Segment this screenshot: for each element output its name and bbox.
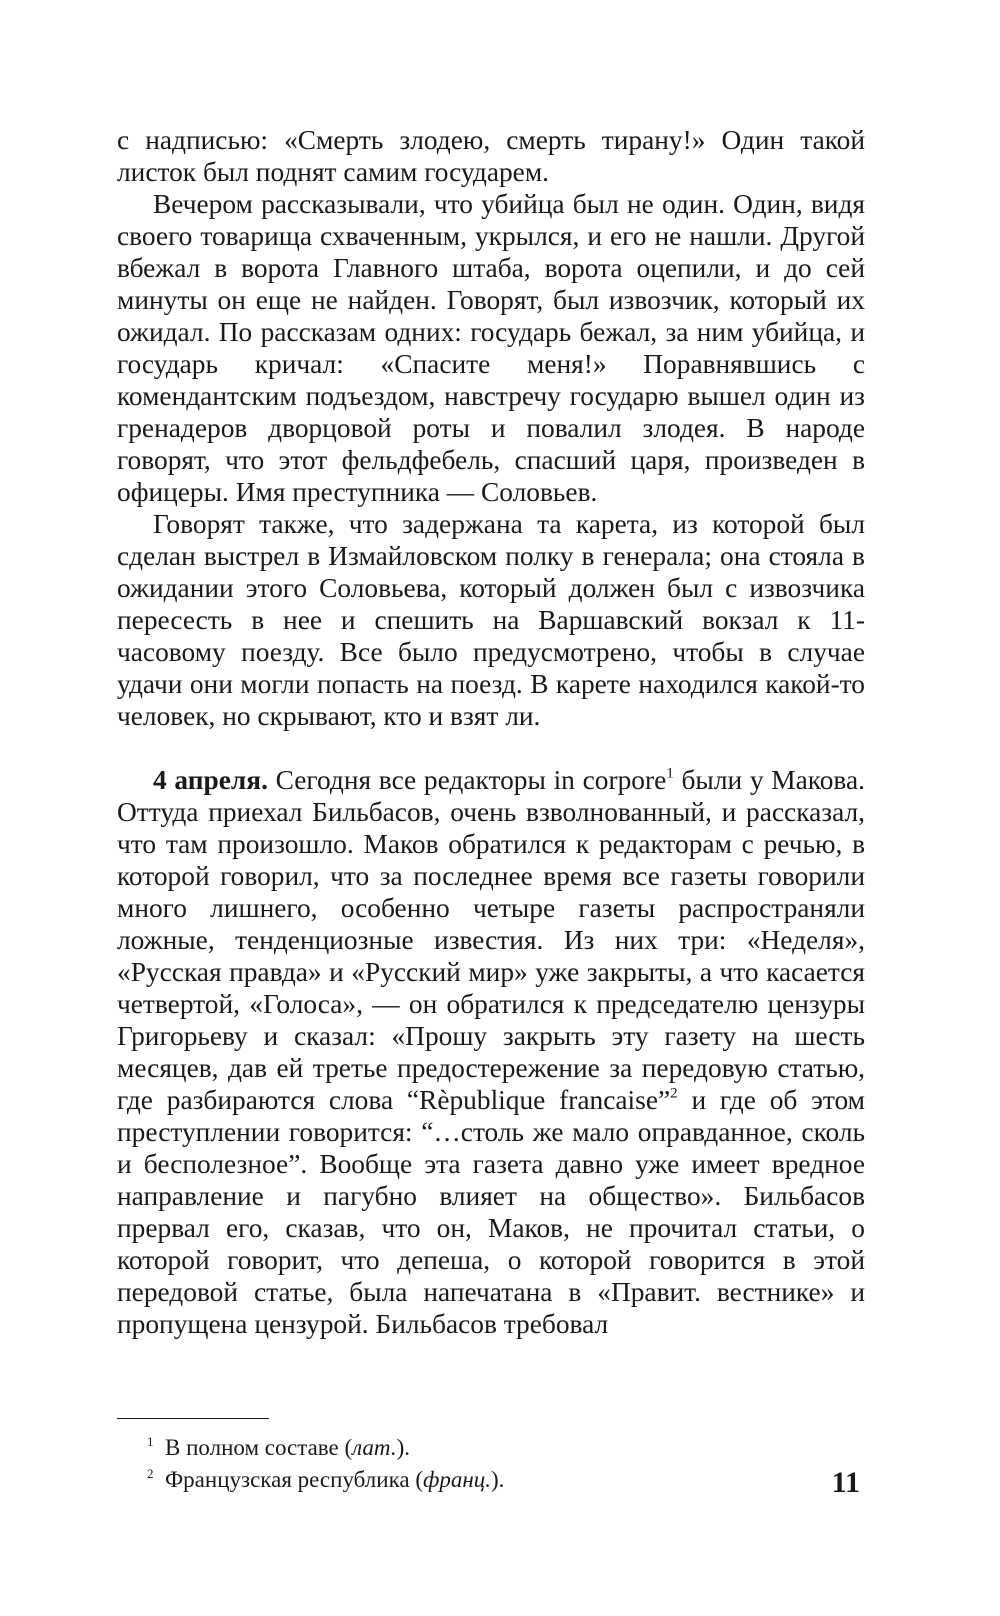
- paragraph: Говорят также, что задержана та карета, из которой был сделан выстрел в Измайловском полку в генерала; она стояла в ожидании этого Соловьева, который должен был с извозчика пересесть в нее и спешить на Варшавский вокзал к 11-часовому поезду. Все было предусмотрено, чтобы в случае удачи они могли попасть на поезд. В карете находился какой-то человек, но скрывают, кто и взят ли.: [117, 509, 865, 731]
- footnotes: [117, 1432, 717, 1496]
- entry-text: и где об этом преступлении говорится: “…столь же мало оправданное, сколь и бесполезное”. Вообще эта газета давно уже имеет вредное направление и пагубно влияет на общество». Бильбасов прервал его, сказав, что он, Маков, не прочитал статьи, о которой говорит, что депеша, о которой говорится в этой передовой статье, была напечатана в «Правит. вестнике» и пропущена цензурой. Бильбасов требовал: [117, 1085, 865, 1339]
- footnote-language: франц.: [423, 1467, 492, 1492]
- footnote-text-part: В полном составе (: [165, 1435, 353, 1460]
- footnote-ref: 2: [670, 1085, 678, 1102]
- footnote-text-part: ).: [396, 1435, 410, 1460]
- footnote-text: [165, 1467, 504, 1492]
- main-text: [117, 124, 865, 1340]
- footnote-text-part: ).: [491, 1467, 505, 1492]
- entry-text: были у Макова. Оттуда приехал Бильбасов, очень взволнованный, и рассказал, что там произошло. Маков обратился к редакторам с речью, в которой говорил, что за последнее время все газеты говорили много лишнего, особенно четыре газеты распространяли ложные, тенденциозные известия. Из них три: «Неделя», «Русская правда» и «Русский мир» уже закрыты, а что касается четвертой, «Голоса», — он обратился к председателю цензуры Григорьеву и сказал: «Прошу закрыть эту газету на шесть месяцев, дав ей третье предостережение за передовую статью, где разбираются слова “Rèpublique francaise”: [117, 765, 865, 1115]
- page-number: 11: [831, 1466, 860, 1499]
- footnote: [117, 1432, 717, 1464]
- footnote-language: лат.: [352, 1435, 397, 1460]
- footnote-number: 2: [147, 1466, 154, 1481]
- footnote-text-part: Французская республика (: [165, 1467, 424, 1492]
- paragraph: Вечером рассказывали, что убийца был не один. Один, видя своего товарища схваченным, укрылся, и его не нашли. Другой вбежал в ворота Главного штаба, ворота оцепили, и до сей минуты он еще не найден. Говорят, был извозчик, который их ожидал. По рассказам одних: государь бежал, за ним убийца, и государь кричал: «Спасите меня!» Поравнявшись с комендантским подъездом, навстречу государю вышел один из гренадеров дворцовой роты и повалил злодея. В народе говорят, что этот фельдфебель, спасший царя, произведен в офицеры. Имя преступника — Соловьев.: [117, 189, 865, 507]
- footnote: [117, 1464, 717, 1496]
- entry-text: Сегодня все редакторы in corpore: [267, 765, 667, 795]
- footnote-divider: [117, 1418, 269, 1419]
- diary-entry: [117, 764, 865, 1340]
- footnote-text: [165, 1435, 410, 1460]
- paragraph: с надписью: «Смерть злодею, смерть тирану!» Один такой листок был поднят самим государем.: [117, 125, 865, 187]
- footnote-number: 1: [147, 1434, 154, 1449]
- entry-date: 4 апреля.: [153, 765, 268, 795]
- footnote-ref: 1: [666, 765, 674, 782]
